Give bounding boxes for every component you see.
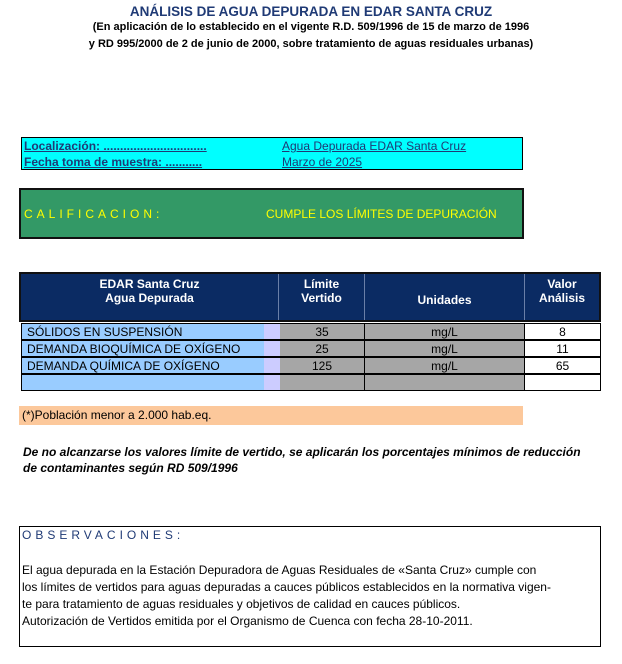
table-header	[19, 272, 601, 322]
param-unit: mg/L	[365, 340, 525, 357]
param-limit: 25	[280, 340, 365, 357]
observaciones-line-4: Autorización de Vertidos emitida por el Organismo de Cuenca con fecha 28-10-2011.	[22, 614, 473, 628]
observaciones-title: OBSERVACIONES:	[22, 528, 185, 542]
param-limit: 35	[280, 323, 365, 340]
observaciones-line-2: los límites de vertidos para aguas depuradas a cauces públicos establecidos en la normativa vigen-	[22, 580, 551, 594]
row-spacer	[264, 340, 280, 357]
param-limit: 125	[280, 357, 365, 374]
calificacion-value: CUMPLE LOS LÍMITES DE DEPURACIÓN	[266, 207, 497, 221]
observaciones-box	[19, 526, 601, 647]
location-box	[21, 137, 523, 170]
param-limit	[280, 374, 365, 391]
row-spacer	[264, 374, 280, 391]
sample-date-label: Fecha toma de muestra: ...........	[24, 155, 203, 169]
param-name	[21, 374, 264, 391]
param-unit: mg/L	[365, 357, 525, 374]
header-value	[525, 274, 599, 320]
header-value-line2: Análisis	[538, 291, 586, 305]
observaciones-line-1: El agua depurada en la Estación Depuradora de Aguas Residuales de «Santa Cruz» cumple con	[22, 563, 537, 577]
warning-note-line1: De no alcanzarse los valores límite de vertido, se aplicarán los porcentajes mínimos de reducción	[23, 445, 581, 459]
param-unit	[365, 374, 525, 391]
warning-note-line2: de contaminantes según RD 509/1996	[23, 461, 238, 475]
table-row	[21, 323, 601, 340]
row-spacer	[264, 357, 280, 374]
observaciones-line-3: te para tratamiento de aguas residuales y objetivos de calidad en cauces públicos.	[22, 597, 461, 611]
page-title: ANÁLISIS DE AGUA DEPURADA EN EDAR SANTA CRUZ	[129, 4, 493, 19]
location-label: Localización: ...............................	[24, 139, 207, 153]
table-row	[21, 374, 601, 391]
header-units	[365, 274, 525, 320]
param-name: DEMANDA QUÍMICA DE OXÍGENO	[21, 357, 264, 374]
subtitle-line-1: (En aplicación de lo establecido en el vigente R.D. 509/1996 de 15 de marzo de 1996	[92, 21, 530, 33]
param-name: DEMANDA BIOQUÍMICA DE OXÍGENO	[21, 340, 264, 357]
warning-note	[23, 444, 622, 476]
table-row	[21, 357, 601, 374]
header-limit	[279, 274, 365, 320]
param-value: 11	[525, 340, 601, 357]
header-limit-line1: Límite	[303, 277, 340, 291]
param-value	[525, 374, 601, 391]
calificacion-label: CALIFICACION:	[24, 207, 164, 221]
sample-date-value: Marzo de 2025	[282, 155, 363, 169]
param-value: 8	[525, 323, 601, 340]
param-name: SÓLIDOS EN SUSPENSIÓN	[21, 323, 264, 340]
header-value-line1: Valor	[547, 277, 577, 291]
header-limit-line2: Vertido	[301, 291, 342, 305]
row-spacer	[264, 323, 280, 340]
poblacion-note: (*)Población menor a 2.000 hab.eq.	[19, 406, 523, 425]
subtitle-line-2: y RD 995/2000 de 2 de junio de 2000, sobre tratamiento de aguas residuales urbanas)	[88, 38, 534, 50]
param-unit: mg/L	[365, 323, 525, 340]
header-units-text: Unidades	[417, 293, 472, 307]
header-edar-line1: EDAR Santa Cruz	[99, 277, 200, 291]
header-edar	[21, 274, 279, 320]
calificacion-box	[19, 188, 524, 239]
header-edar-line2: Agua Depurada	[105, 291, 194, 305]
param-value: 65	[525, 357, 601, 374]
location-value: Agua Depurada EDAR Santa Cruz	[282, 139, 467, 153]
table-row	[21, 340, 601, 357]
